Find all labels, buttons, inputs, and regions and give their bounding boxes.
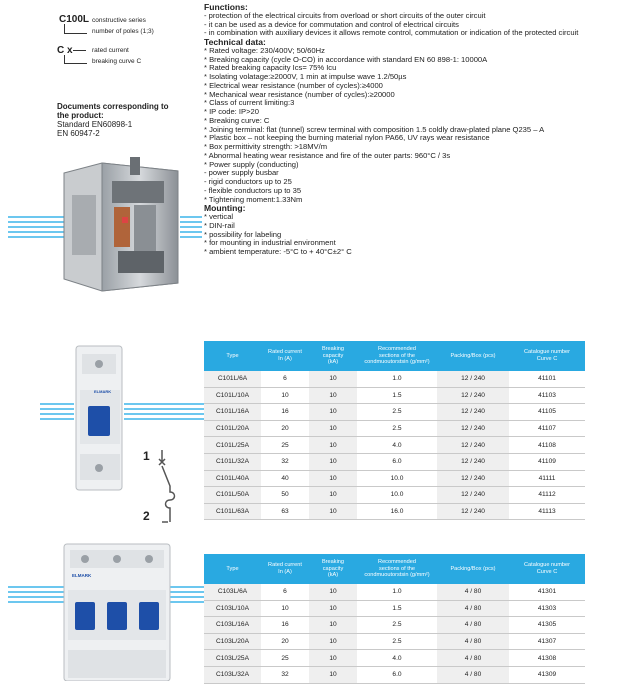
cell-packing: 12 / 240	[437, 503, 509, 520]
technical-title: Technical data:	[204, 37, 266, 47]
cell-breaking-capacity: 10	[309, 437, 357, 454]
catalogue-table-3pole	[204, 554, 585, 684]
technical-line: * Box permittivity strength: >18MV/m	[204, 142, 328, 151]
cell-rated-current: 25	[261, 437, 309, 454]
cell-type: C101L/50A	[204, 487, 261, 504]
terminal-2-label: 2	[143, 509, 150, 523]
legend-dash	[73, 50, 86, 51]
cell-section: 10.0	[357, 470, 437, 487]
table-row	[204, 470, 585, 487]
cell-type: C103L/6A	[204, 584, 261, 600]
cell-rated-current: 10	[261, 600, 309, 617]
cell-catalogue-number: 41305	[509, 617, 585, 634]
cell-packing: 4 / 80	[437, 584, 509, 600]
cell-catalogue-number: 41113	[509, 503, 585, 520]
header-sections: Recommended sections of the condmuoutorstsin (g/mm²)	[357, 554, 437, 584]
cell-type: C103L/10A	[204, 600, 261, 617]
cell-catalogue-number: 41101	[509, 371, 585, 387]
cell-rated-current: 20	[261, 420, 309, 437]
header-type: Type	[204, 341, 261, 371]
cell-catalogue-number: 41105	[509, 404, 585, 421]
table-row	[204, 420, 585, 437]
decor-stripe	[124, 403, 204, 405]
table-row	[204, 503, 585, 520]
cell-breaking-capacity: 10	[309, 420, 357, 437]
decor-stripe	[124, 408, 204, 410]
cell-breaking-capacity: 10	[309, 503, 357, 520]
table-row	[204, 404, 585, 421]
functions-list	[204, 12, 614, 38]
cell-rated-current: 32	[261, 666, 309, 683]
decor-stripe	[40, 403, 74, 405]
cell-type: C103L/25A	[204, 650, 261, 667]
decor-stripe	[170, 596, 204, 598]
decor-stripe	[8, 601, 68, 603]
cell-catalogue-number: 41112	[509, 487, 585, 504]
cell-breaking-capacity: 10	[309, 404, 357, 421]
cell-section: 1.5	[357, 387, 437, 404]
cell-section: 2.5	[357, 617, 437, 634]
cell-packing: 4 / 80	[437, 666, 509, 683]
cell-type: C103L/20A	[204, 633, 261, 650]
cell-type: C101L/10A	[204, 387, 261, 404]
cell-packing: 12 / 240	[437, 404, 509, 421]
series-desc: constructive series	[92, 17, 146, 24]
technical-line: * Mechanical wear resistance (number of cycles):≥20000	[204, 89, 395, 99]
cell-section: 10.0	[357, 487, 437, 504]
breaker-3pole-image	[60, 540, 175, 681]
technical-line: - rigid conductors up to 25	[204, 177, 292, 186]
documents-title-1: Documents corresponding to	[57, 102, 169, 111]
cell-breaking-capacity: 10	[309, 666, 357, 683]
table-row	[204, 650, 585, 667]
cell-type: C103L/16A	[204, 617, 261, 634]
cell-packing: 12 / 240	[437, 437, 509, 454]
terminal-1-label: 1	[143, 449, 150, 463]
technical-line: * IP code: IP>20	[204, 107, 259, 116]
cell-packing: 12 / 240	[437, 420, 509, 437]
decor-stripe	[170, 586, 204, 588]
breaker-schematic-symbol	[150, 448, 182, 526]
cell-catalogue-number: 41301	[509, 584, 585, 600]
technical-line: * Breaking capacity (cycle O-CO) in accordance with standard EN 60 898-1: 10000A	[204, 54, 488, 64]
legend-bracket-poles	[64, 24, 87, 34]
brand-label: ELMARK	[94, 389, 112, 394]
mounting-line: * ambient temperature: -5°C to + 40°C±2° C	[204, 247, 352, 256]
decor-stripe	[40, 418, 74, 420]
legend-bracket-curve	[64, 55, 87, 64]
table-row	[204, 584, 585, 600]
cell-rated-current: 10	[261, 387, 309, 404]
header-breaking-capacity: Breaking capacity (kA)	[309, 341, 357, 371]
header-rated-current: Rated current In (A)	[261, 554, 309, 584]
cell-packing: 12 / 240	[437, 387, 509, 404]
table-header-row	[204, 341, 585, 371]
decor-stripe	[170, 601, 204, 603]
header-sections: Recommended sections of the condmuoutorstsin (g/mm²)	[357, 341, 437, 371]
technical-line: * Plastic box – not keeping the burning material nylon PA66, UV rays wear resistance	[204, 133, 490, 143]
decor-stripe	[8, 591, 68, 593]
header-catalogue: Catalogue number Curve C	[509, 554, 585, 584]
cell-breaking-capacity: 10	[309, 584, 357, 600]
cell-type: C101L/16A	[204, 404, 261, 421]
technical-line: * Electrical wear resistance (number of cycles):≥4000	[204, 80, 383, 90]
decor-stripe	[124, 418, 204, 420]
standard-2: EN 60947-2	[57, 129, 100, 138]
cell-packing: 4 / 80	[437, 633, 509, 650]
cell-section: 4.0	[357, 650, 437, 667]
header-type: Type	[204, 554, 261, 584]
cell-rated-current: 40	[261, 470, 309, 487]
decor-stripe	[8, 596, 68, 598]
cell-breaking-capacity: 10	[309, 470, 357, 487]
technical-line: * Isolating volatage:≥2000V, 1 min at impulse wave 1.2/50µs	[204, 72, 407, 81]
cell-section: 2.5	[357, 420, 437, 437]
table-row	[204, 617, 585, 634]
cell-rated-current: 16	[261, 404, 309, 421]
table-header-row	[204, 554, 585, 584]
product-description	[204, 3, 614, 257]
cell-section: 6.0	[357, 453, 437, 470]
table-row	[204, 633, 585, 650]
cell-rated-current: 50	[261, 487, 309, 504]
cell-type: C101L/25A	[204, 437, 261, 454]
decor-stripe	[170, 591, 204, 593]
technical-list	[204, 47, 614, 205]
technical-line: - flexible conductors up to 35	[204, 185, 302, 195]
cell-catalogue-number: 41111	[509, 470, 585, 487]
header-packing: Packing/Box (pcs)	[437, 341, 509, 371]
cell-type: C101L/6A	[204, 371, 261, 387]
header-packing: Packing/Box (pcs)	[437, 554, 509, 584]
mounting-line: * vertical	[204, 212, 234, 221]
current-desc: rated current	[92, 47, 129, 54]
table-row	[204, 453, 585, 470]
current-code: C x	[57, 45, 73, 56]
technical-line: * Joining terminal: flat (tunnel) screw terminal with composition 1.5 coldly draw-plated plane Q235 – A	[204, 124, 545, 134]
cell-packing: 12 / 240	[437, 470, 509, 487]
cell-section: 6.0	[357, 666, 437, 683]
decor-stripe	[40, 413, 74, 415]
cell-catalogue-number: 41108	[509, 437, 585, 454]
curve-desc: breaking curve C	[92, 58, 142, 65]
technical-line: * Rated voltage: 230/400V; 50/60Hz	[204, 45, 325, 55]
cell-breaking-capacity: 10	[309, 453, 357, 470]
mounting-line: * DIN-rail	[204, 220, 235, 230]
cell-type: C101L/32A	[204, 453, 261, 470]
cell-catalogue-number: 41309	[509, 666, 585, 683]
cell-breaking-capacity: 10	[309, 600, 357, 617]
cell-breaking-capacity: 10	[309, 487, 357, 504]
functions-line: - protection of the electrical circuits from overload or short circuits of the outer circuit	[204, 10, 486, 20]
brand-label-2: ELMARK	[72, 573, 92, 578]
poles-desc: number of poles (1;3)	[92, 28, 154, 35]
technical-line: - power supply busbar	[204, 168, 279, 178]
cell-rated-current: 6	[261, 584, 309, 600]
cell-section: 1.0	[357, 371, 437, 387]
cell-breaking-capacity: 10	[309, 650, 357, 667]
cell-packing: 4 / 80	[437, 650, 509, 667]
mounting-title: Mounting:	[204, 203, 246, 214]
header-breaking-capacity: Breaking capacity (kA)	[309, 554, 357, 584]
technical-line: * Abnormal heating wear resistance and fire of the outer parts: 960°C / 3s	[204, 150, 451, 160]
cell-section: 2.5	[357, 404, 437, 421]
header-rated-current: Rated current In (A)	[261, 341, 309, 371]
series-code: C100L	[59, 14, 90, 25]
cell-packing: 4 / 80	[437, 600, 509, 617]
table-row	[204, 487, 585, 504]
technical-line: * Class of current limiting:3	[204, 98, 295, 108]
cell-breaking-capacity: 10	[309, 617, 357, 634]
breaker-1pole-image	[72, 344, 128, 494]
mounting-line: * possibility for labeling	[204, 229, 282, 239]
functions-line: - in combination with auxiliary devices it allows remote control, commutation or indication of the protected circuit	[204, 28, 579, 38]
technical-line: * Tightening moment:1.33Nm	[204, 194, 303, 204]
cell-type: C103L/32A	[204, 666, 261, 683]
table-row	[204, 600, 585, 617]
cell-section: 4.0	[357, 437, 437, 454]
table-body	[204, 584, 585, 683]
cell-type: C101L/40A	[204, 470, 261, 487]
cell-rated-current: 32	[261, 453, 309, 470]
header-catalogue: Catalogue number Curve C	[509, 341, 585, 371]
table-row	[204, 387, 585, 404]
cell-catalogue-number: 41308	[509, 650, 585, 667]
cell-packing: 12 / 240	[437, 487, 509, 504]
cell-breaking-capacity: 10	[309, 371, 357, 387]
technical-line: * Rated breaking capacity Ics= 75% Icu	[204, 63, 337, 73]
catalogue-table-1pole	[204, 341, 585, 520]
cell-section: 16.0	[357, 503, 437, 520]
cell-type: C101L/63A	[204, 503, 261, 520]
cell-breaking-capacity: 10	[309, 387, 357, 404]
table-body	[204, 371, 585, 520]
decor-stripe	[8, 586, 68, 588]
cell-rated-current: 16	[261, 617, 309, 634]
cell-rated-current: 20	[261, 633, 309, 650]
cell-type: C101L/20A	[204, 420, 261, 437]
technical-line: * Breaking curve: C	[204, 115, 270, 125]
cell-rated-current: 6	[261, 371, 309, 387]
breaker-cutaway-image	[52, 155, 188, 295]
table-row	[204, 437, 585, 454]
cell-rated-current: 25	[261, 650, 309, 667]
cell-section: 1.5	[357, 600, 437, 617]
cell-rated-current: 63	[261, 503, 309, 520]
decor-stripe	[124, 413, 204, 415]
decor-stripe	[40, 408, 74, 410]
cell-packing: 12 / 240	[437, 453, 509, 470]
table-row	[204, 371, 585, 387]
cell-section: 1.0	[357, 584, 437, 600]
documents-title-2: the product:	[57, 111, 104, 120]
cell-catalogue-number: 41307	[509, 633, 585, 650]
technical-line: * Power supply (conducting)	[204, 159, 299, 169]
cell-catalogue-number: 41107	[509, 420, 585, 437]
functions-line: - it can be used as a device for commutation and control of electrical circuits	[204, 19, 459, 29]
documents-block	[57, 102, 182, 138]
cell-section: 2.5	[357, 633, 437, 650]
cell-packing: 12 / 240	[437, 371, 509, 387]
cell-catalogue-number: 41103	[509, 387, 585, 404]
mounting-list	[204, 213, 614, 257]
functions-title: Functions:	[204, 2, 248, 12]
standard-1: Standard EN60898-1	[57, 120, 133, 129]
mounting-line: * for mounting in industrial environment	[204, 238, 336, 248]
cell-catalogue-number: 41109	[509, 453, 585, 470]
cell-catalogue-number: 41303	[509, 600, 585, 617]
cell-breaking-capacity: 10	[309, 633, 357, 650]
cell-packing: 4 / 80	[437, 617, 509, 634]
